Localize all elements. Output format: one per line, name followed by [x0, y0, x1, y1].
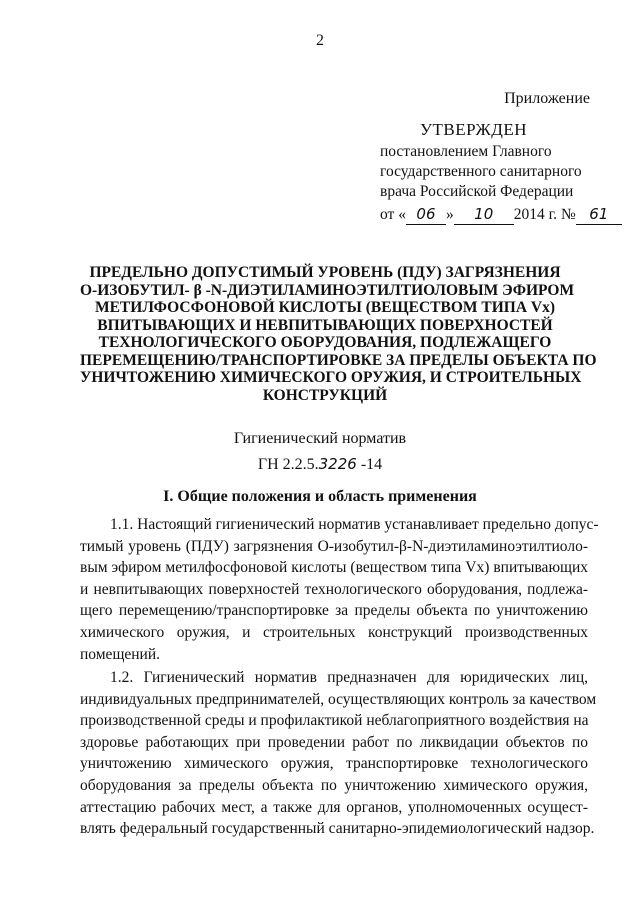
- paragraph-line: оборудования за пределы объекта по уничтожению химического оружия,: [80, 776, 588, 794]
- title-line: О-ИЗОБУТИЛ- β -N-ДИЭТИЛАМИНОЭТИЛТИОЛОВЫМ ЭФИРОМ: [80, 281, 575, 299]
- norm-code-prefix: ГН 2.2.5.: [257, 456, 319, 473]
- approval-date-line: [380, 204, 622, 225]
- paragraph-line: щего перемещению/транспортировке за пределы объекта по уничтожению: [80, 602, 588, 620]
- title-line: ПЕРЕМЕЩЕНИЮ/ТРАНСПОРТИРОВКЕ ЗА ПРЕДЕЛЫ ОБЪЕКТА ПО: [80, 351, 597, 369]
- section-title: I. Общие положения и область применения: [163, 488, 477, 505]
- paragraph-line: уничтожению химического оружия, транспортировке технологического: [80, 755, 588, 773]
- norm-code-number: 3226: [318, 455, 357, 473]
- date-year: 2014 г.: [513, 206, 558, 223]
- paragraph-line: тимый уровень (ПДУ) загрязнения О-изобутил-β-N-диэтиламиноэтилтиоло-: [80, 537, 588, 555]
- number-prefix: №: [560, 206, 576, 223]
- date-month: 10: [454, 204, 514, 225]
- title-line: МЕТИЛФОСФОНОВОЙ КИСЛОТЫ (ВЕЩЕСТВОМ ТИПА Vx): [94, 299, 556, 316]
- norm-code-suffix: -14: [356, 456, 383, 473]
- appendix-label: Приложение: [504, 90, 590, 107]
- title-line: КОНСТРУКЦИЙ: [262, 386, 388, 404]
- approval-line: врача Российской Федерации: [380, 183, 574, 200]
- paragraph-line: химического оружия, и строительных конструкций производственных: [80, 623, 588, 641]
- title-line: УНИЧТОЖЕНИЮ ХИМИЧЕСКОГО ОРУЖИЯ, И СТРОИТЕЛЬНЫХ: [80, 369, 582, 386]
- paragraph-line: и невпитывающих поверхностей технологического оборудования, подлежа-: [80, 580, 588, 598]
- paragraph-line: производственной среды и профилактикой неблагоприятного воздействия на: [80, 712, 589, 730]
- approval-line: постановлением Главного: [380, 143, 552, 160]
- title-line: ВПИТЫВАЮЩИХ И НЕВПИТЫВАЮЩИХ ПОВЕРХНОСТЕЙ: [97, 316, 553, 334]
- approval-block: [380, 120, 622, 225]
- paragraph-line: 1.2. Гигиенический норматив предназначен для юридических лиц,: [110, 669, 588, 686]
- date-separator: »: [445, 206, 454, 223]
- approval-line: государственного санитарного: [380, 163, 582, 180]
- paragraph-1-2: [80, 667, 597, 840]
- page-number: 2: [316, 32, 324, 49]
- paragraph-line: 1.1. Настоящий гигиенический норматив устанавливает предельно допус-: [110, 516, 599, 533]
- paragraph-line: индивидуальных предпринимателей, осуществляющих контроль за качеством: [80, 690, 597, 708]
- title-line: ПРЕДЕЛЬНО ДОПУСТИМЫЙ УРОВЕНЬ (ПДУ) ЗАГРЯЗНЕНИЯ: [89, 264, 561, 281]
- paragraph-line: вым эфиром метилфосфоновой кислоты (веществом типа Vx) впитывающих: [80, 559, 588, 577]
- paragraph-line: помещений.: [80, 645, 161, 663]
- date-prefix: от «: [380, 206, 406, 223]
- document-number: 61: [576, 204, 622, 225]
- document-title: [80, 264, 597, 404]
- approved-heading: УТВЕРЖДЕН: [420, 120, 527, 139]
- paragraph-1-1: [80, 514, 599, 665]
- norm-code: [0, 455, 640, 474]
- paragraph-line: здоровье работающих при проведении работ по ликвидации объектов по: [80, 733, 588, 751]
- paragraph-line: аттестацию рабочих мест, а также для органов, уполномоченных осущест-: [80, 798, 588, 816]
- paragraph-line: влять федеральный государственный санитарно-эпидемиологический надзор.: [80, 820, 595, 838]
- date-day: 06: [406, 204, 446, 225]
- norm-type: Гигиенический норматив: [233, 430, 407, 447]
- title-line: ТЕХНОЛОГИЧЕСКОГО ОБОРУДОВАНИЯ, ПОДЛЕЖАЩЕГО: [98, 334, 552, 351]
